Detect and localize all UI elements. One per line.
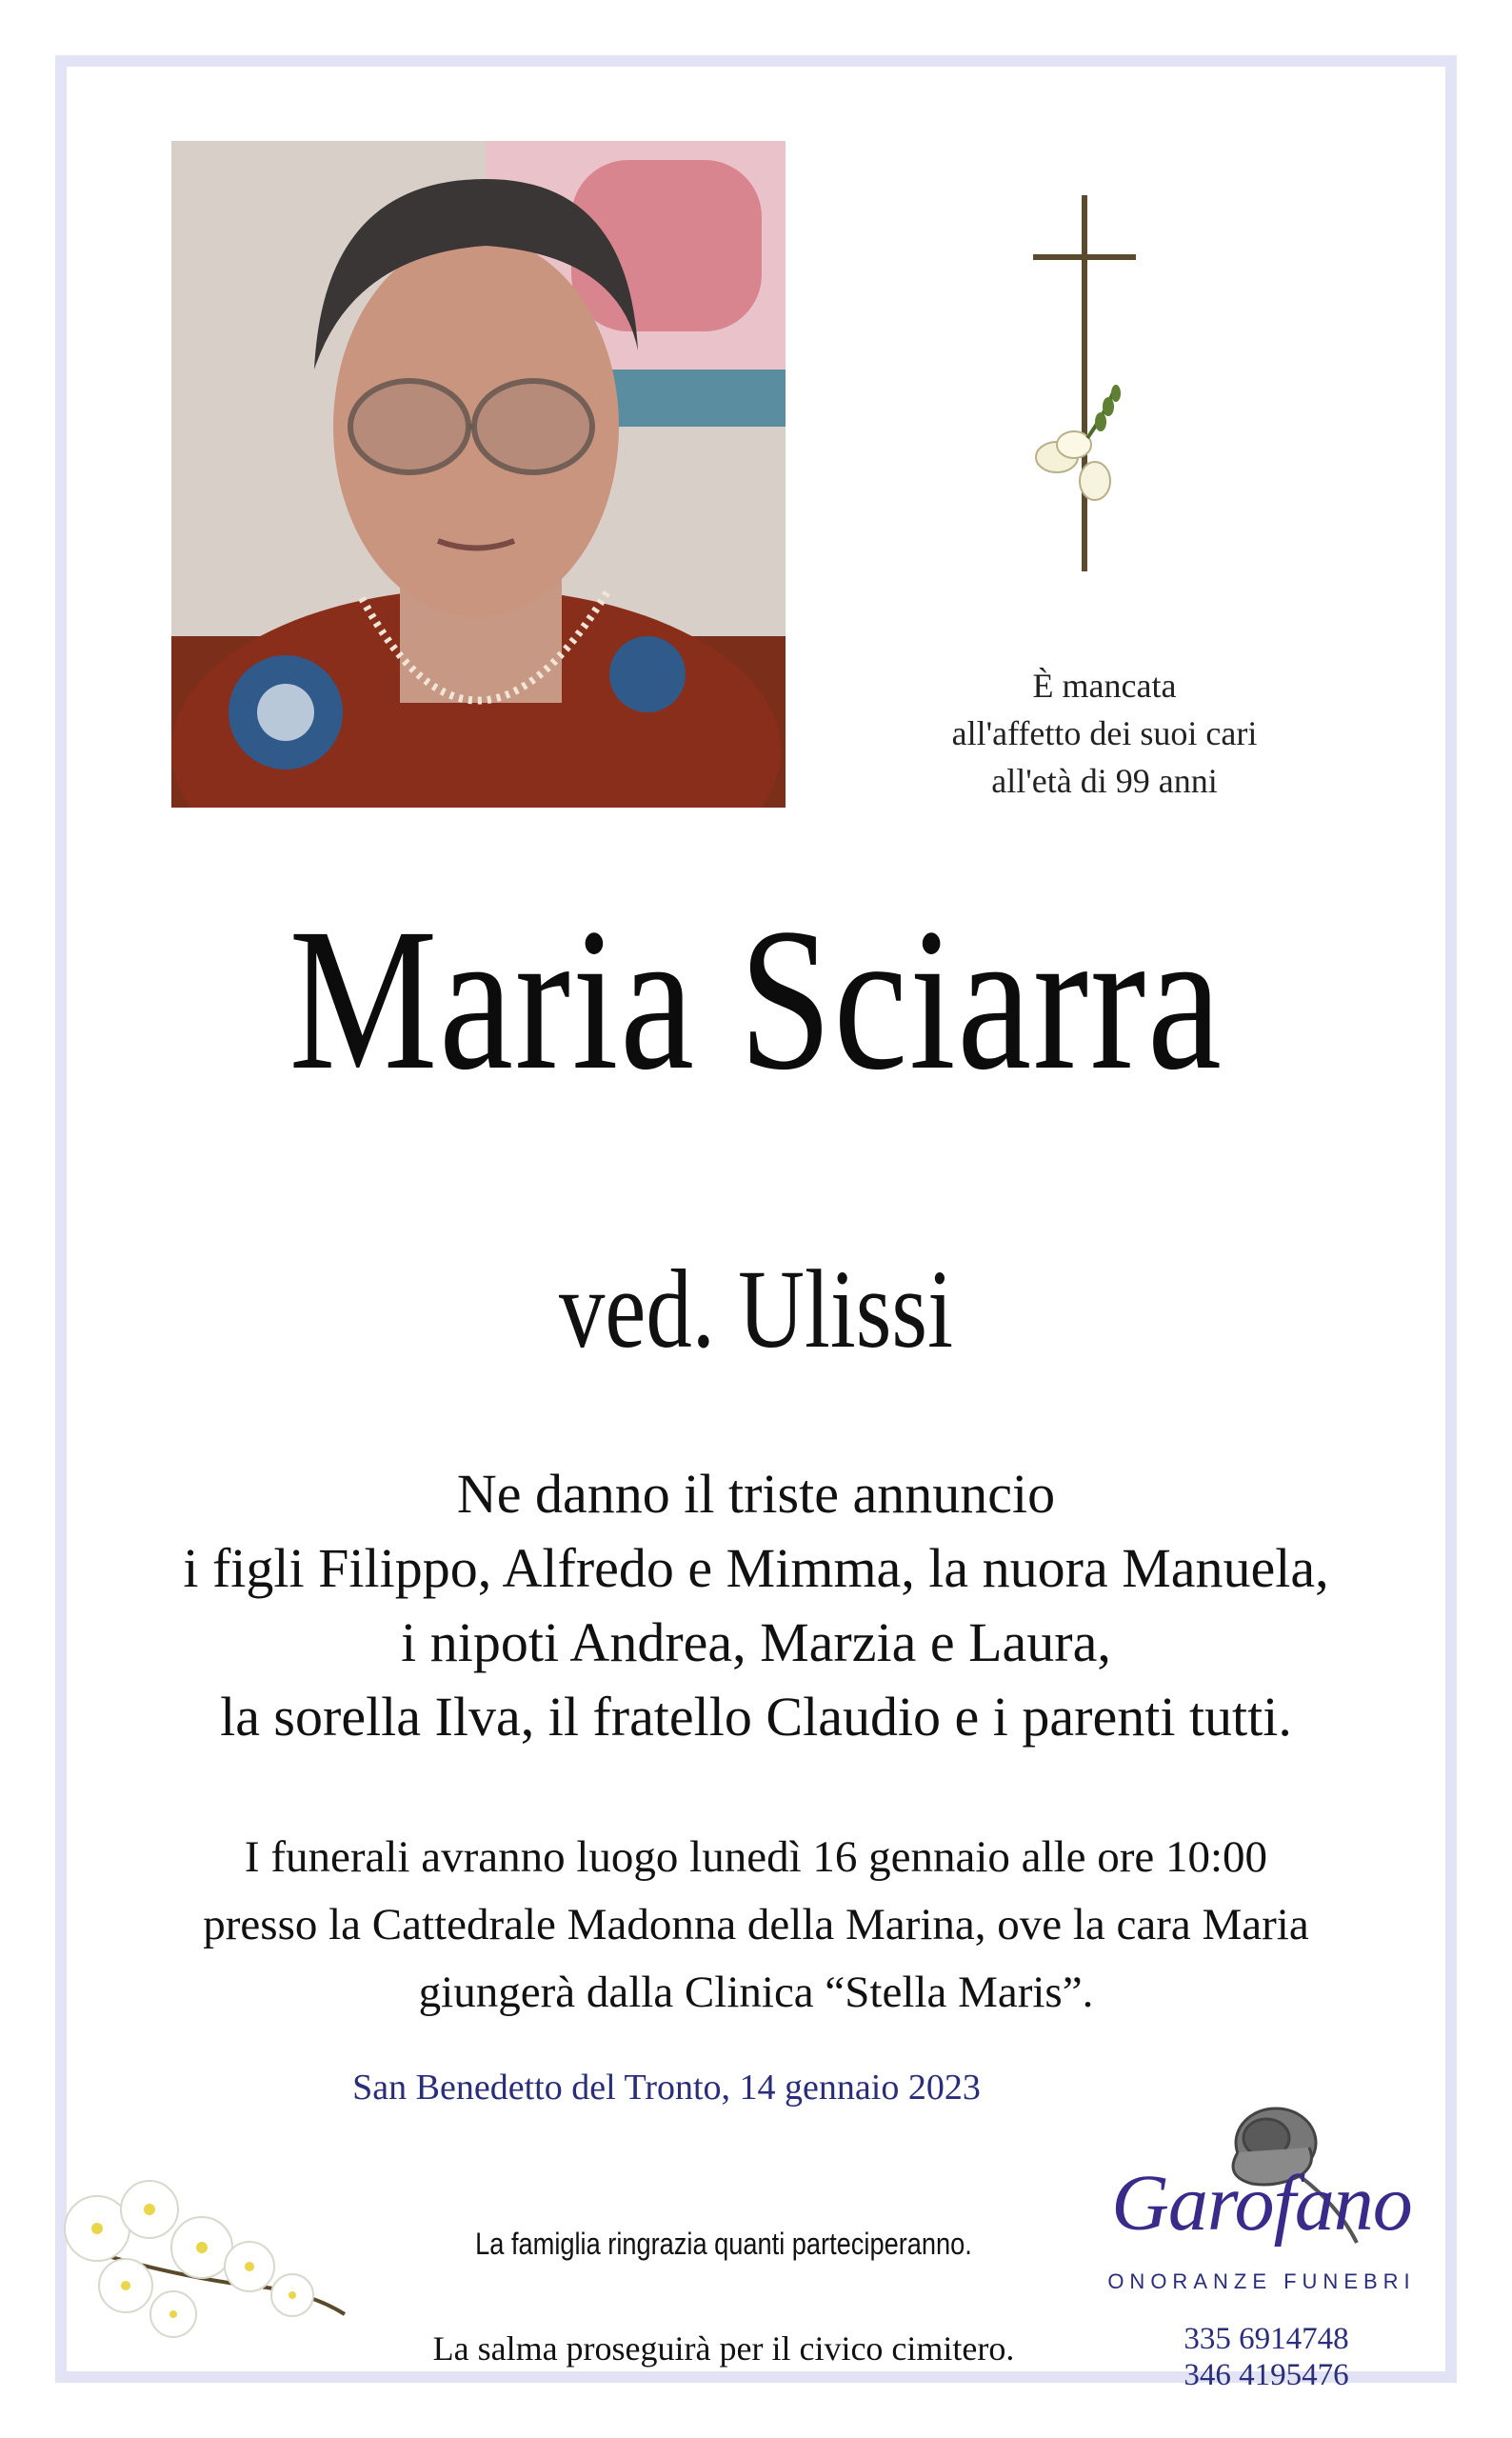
cross-icon [1028, 195, 1143, 571]
phone-numbers [1124, 2321, 1409, 2393]
intro-line: È mancata [1032, 667, 1177, 705]
place-date: San Benedetto del Tronto, 14 gennaio 2023 [352, 2068, 981, 2108]
intro-line: all'età di 99 anni [991, 762, 1218, 800]
announcement-line: Ne danno il triste annuncio [456, 1463, 1056, 1525]
deceased-name: Maria Sciarra [288, 887, 1224, 1112]
brand-subtitle: ONORANZE FUNEBRI [1107, 2269, 1416, 2293]
orchid-icon [59, 2124, 364, 2362]
funeral-line: giungerà dalla Clinica “Stella Maris”. [418, 1968, 1094, 2017]
announcement-line: i figli Filippo, Alfredo e Mimma, la nuora Manuela, [183, 1537, 1329, 1599]
brand-name: Garofano [1111, 2159, 1412, 2248]
funeral-line: I funerali avranno luogo lunedì 16 gennaio alle ore 10:00 [244, 1832, 1268, 1882]
phone-number[interactable]: 346 4195476 [1184, 2358, 1349, 2392]
announcement-line: i nipoti Andrea, Marzia e Laura, [401, 1611, 1111, 1673]
funeral-line: presso la Cattedrale Madonna della Marina, ove la cara Maria [203, 1900, 1309, 1949]
funeral-info [95, 1824, 1417, 2027]
thanks-note: La famiglia ringrazia quanti parteciperanno. [475, 2227, 972, 2261]
phone-number[interactable]: 335 6914748 [1184, 2322, 1349, 2356]
burial-note: La salma proseguirà per il civico cimitero. [432, 2329, 1015, 2368]
intro-line: all'affetto dei suoi cari [951, 714, 1258, 752]
portrait-photo [171, 141, 786, 808]
announcement-line: la sorella Ilva, il fratello Claudio e i parenti tutti. [220, 1686, 1292, 1748]
intro-text [838, 662, 1371, 805]
widow-of: ved. Ulissi [559, 1247, 953, 1371]
announcement [95, 1457, 1417, 1754]
